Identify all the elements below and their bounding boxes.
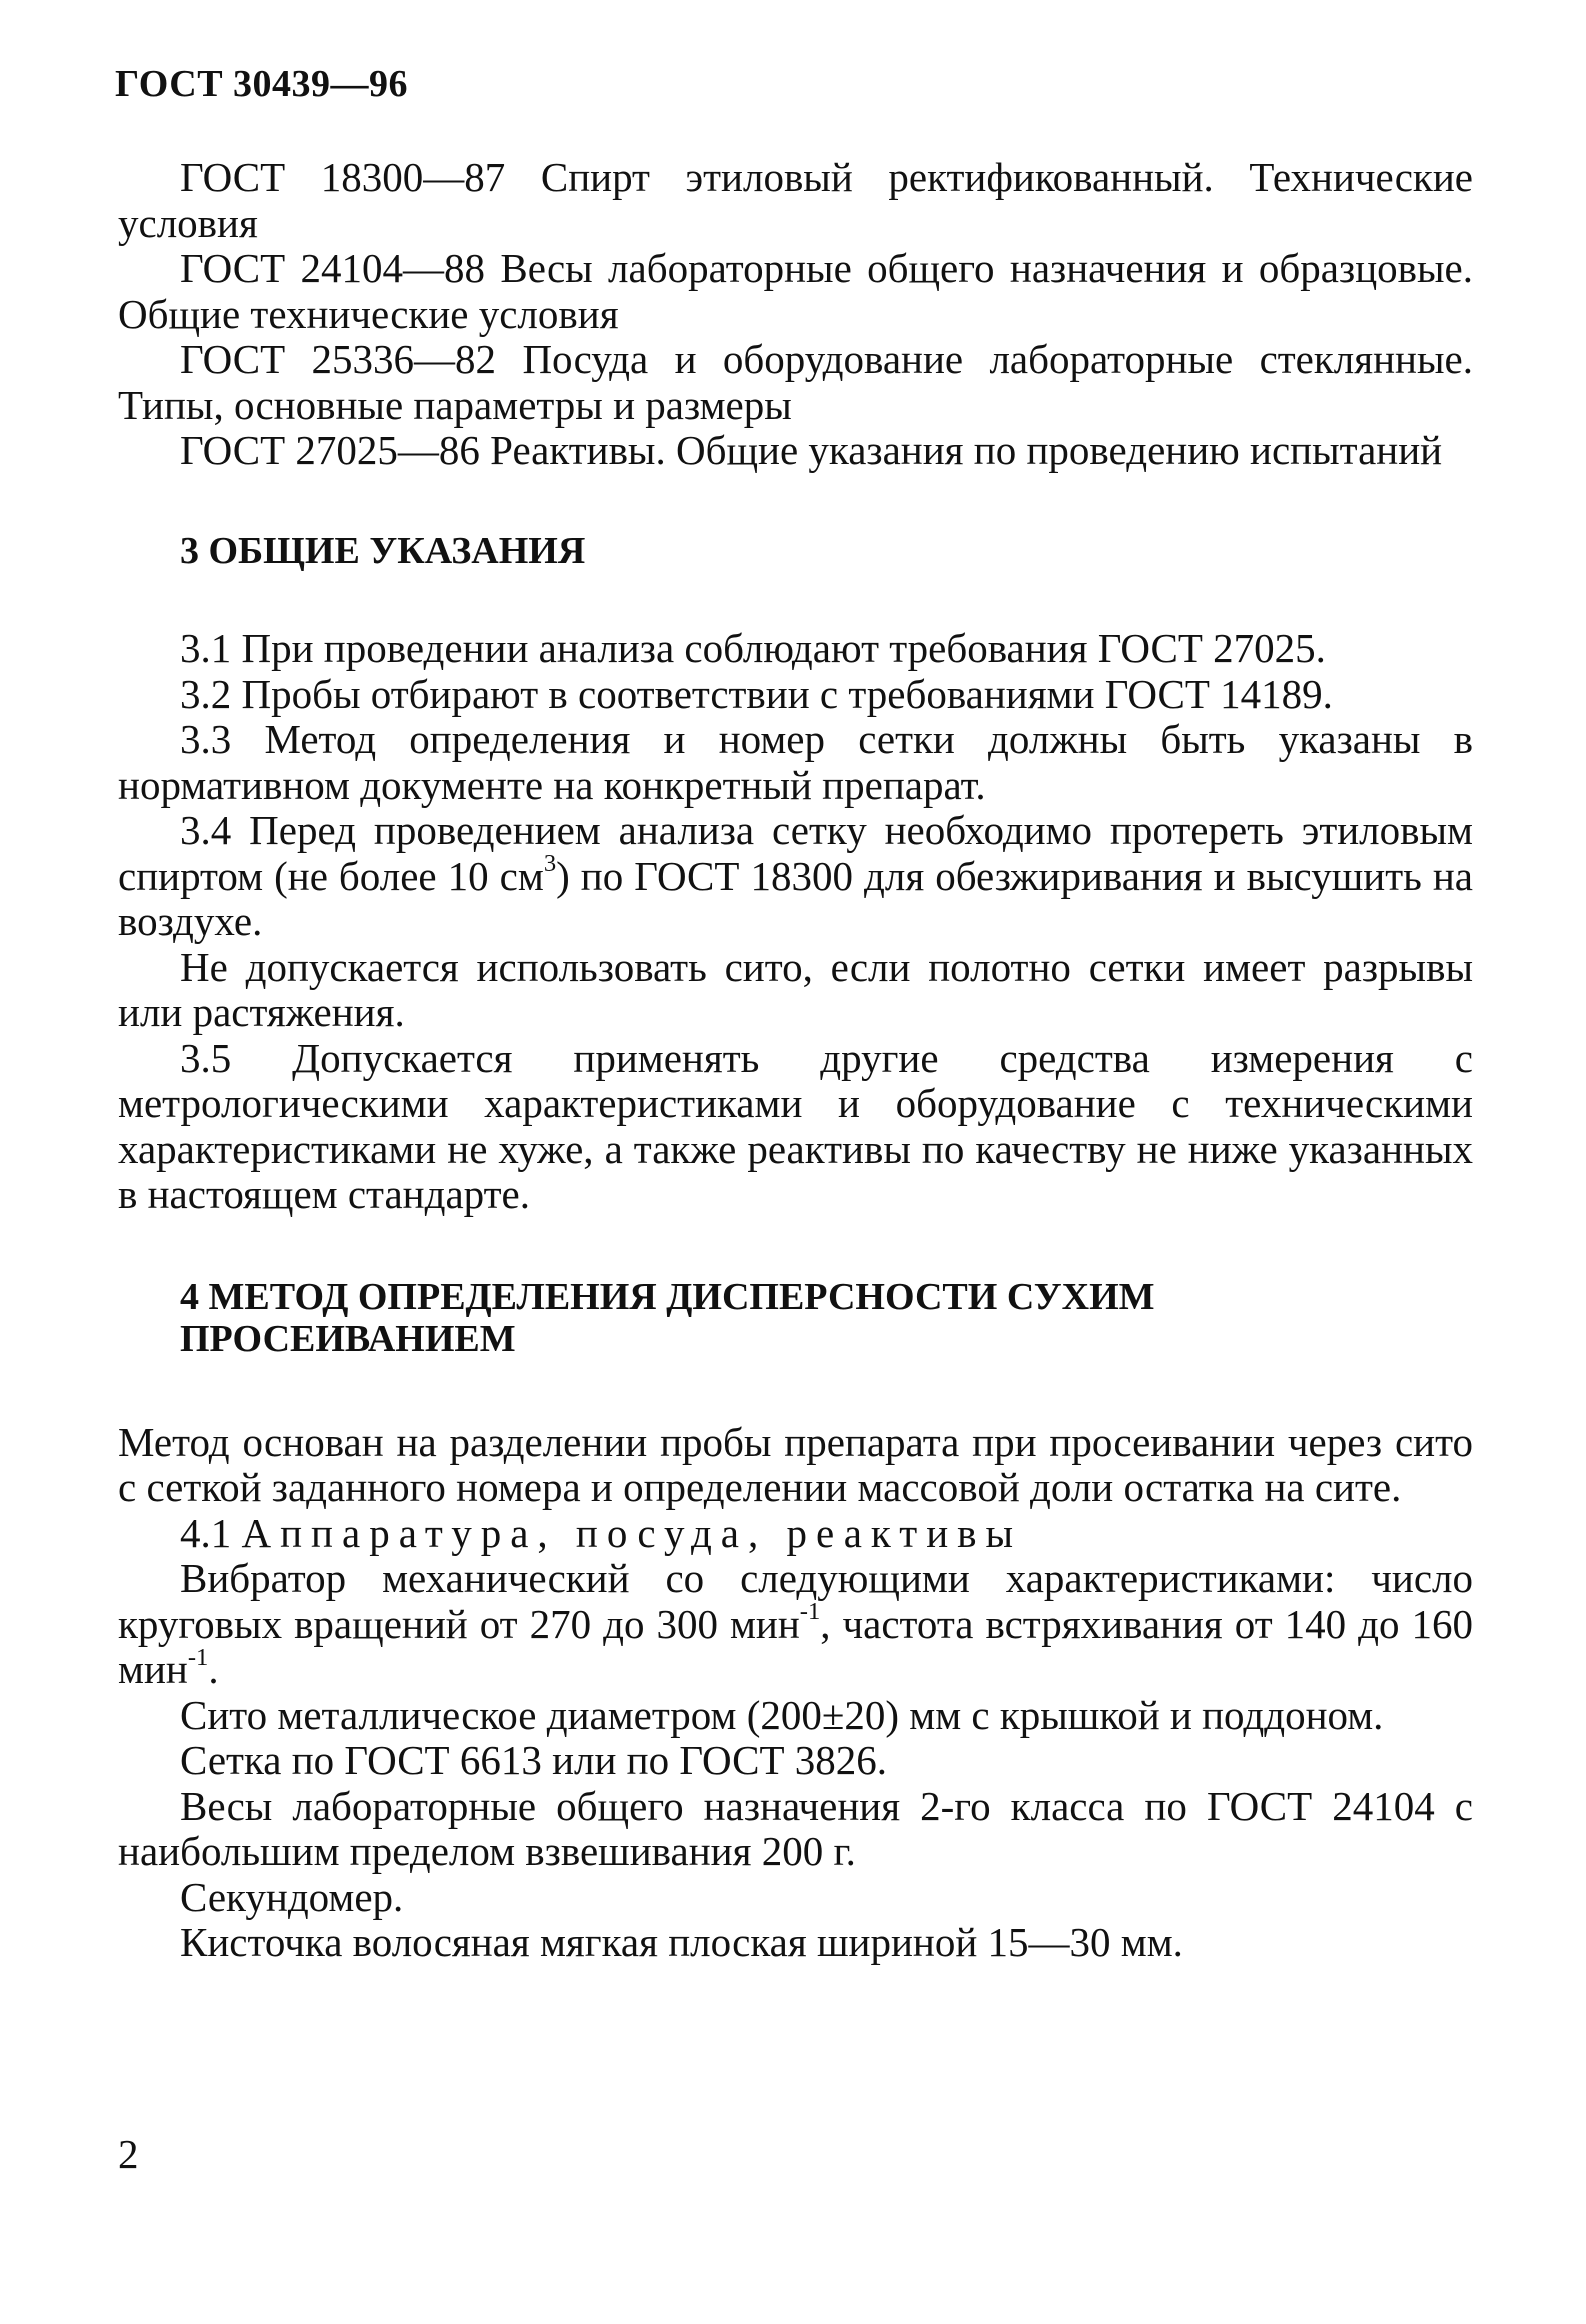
clause-3-1: 3.1 При проведении анализа соблюдают требования ГОСТ 27025.	[180, 625, 1326, 671]
page-number: 2	[118, 2131, 139, 2177]
clause-3-4-superscript: 3	[543, 850, 557, 878]
equipment-vibrator	[118, 1556, 1473, 1693]
section-4-heading-line-1: 4 МЕТОД ОПРЕДЕЛЕНИЯ ДИСПЕРСНОСТИ СУХИМ	[180, 1275, 1155, 1318]
section-4-heading	[180, 1276, 1473, 1360]
clause-3-4	[118, 808, 1473, 945]
section-4-intro: Метод основан на разделении пробы препарата при просеивании через сито с сеткой заданного номера и определении массовой доли остатка на сите.	[118, 1418, 1473, 1510]
equipment-stopwatch: Секундомер.	[180, 1873, 404, 1920]
reference-gost-24104: ГОСТ 24104—88 Весы лабораторные общего назначения и образцовые. Общие технические условия	[118, 245, 1473, 337]
section-3-heading: 3 ОБЩИЕ УКАЗАНИЯ	[180, 529, 586, 572]
vibrator-text-c: .	[208, 1646, 219, 1692]
page-header-standard-number: ГОСТ 30439—96	[115, 63, 409, 105]
clause-3-2: 3.2 Пробы отбирают в соответствии с требованиями ГОСТ 14189.	[180, 670, 1333, 717]
equipment-mesh: Сетка по ГОСТ 6613 или по ГОСТ 3826.	[180, 1737, 888, 1783]
reference-gost-25336: ГОСТ 25336—82 Посуда и оборудование лабораторные стеклянные. Типы, основные параметры и размеры	[118, 336, 1473, 428]
subsection-4-1-number: 4.1	[180, 1509, 232, 1556]
vibrator-superscript-2: -1	[187, 1643, 209, 1671]
clause-3-3: 3.3 Метод определения и номер сетки должны быть указаны в нормативном документе на конкретный препарат.	[118, 716, 1473, 808]
vibrator-text-a: Вибратор механический со следующими характеристиками: число круговых вращений от 270 до 300 мин	[118, 1555, 1473, 1647]
document-body	[118, 155, 1473, 1966]
clause-3-4-text-end: ) по ГОСТ 18300 для обезжиривания и высушить на воздухе.	[118, 852, 1473, 944]
clause-3-4-note: Не допускается использовать сито, если полотно сетки имеет разрывы или растяжения.	[118, 943, 1473, 1035]
vibrator-superscript-1: -1	[799, 1598, 821, 1626]
clause-3-4-text-start: 3.4 Перед проведением анализа сетку необходимо протереть этиловым спиртом (не более 10 см	[118, 807, 1473, 899]
equipment-brush: Кисточка волосяная мягкая плоская шириной 15—30 мм.	[180, 1919, 1183, 1965]
reference-gost-18300: ГОСТ 18300—87 Спирт этиловый ректификованный. Технические условия	[118, 154, 1473, 246]
subsection-4-1-title	[118, 1511, 1473, 1557]
equipment-scales: Весы лабораторные общего назначения 2-го класса по ГОСТ 24104 с наибольшим пределом взвешивания 200 г.	[118, 1782, 1473, 1874]
reference-gost-27025: ГОСТ 27025—86 Реактивы. Общие указания по проведению испытаний	[180, 427, 1443, 473]
section-4-heading-line-2: ПРОСЕИВАНИЕМ	[180, 1317, 516, 1360]
clause-3-5: 3.5 Допускается применять другие средства измерения с метрологическими характеристиками и оборудование с техническими характеристиками не хуже, а также реактивы по качеству не ниже указанных в настоящем стандарте.	[118, 1034, 1473, 1217]
subsection-4-1-label: Аппаратура, посуда, реактивы	[241, 1509, 1023, 1556]
equipment-sieve: Сито металлическое диаметром (200±20) мм с крышкой и поддоном.	[180, 1691, 1384, 1738]
vibrator-text-b: , частота встряхивания от 140 до 160 мин	[118, 1600, 1474, 1692]
